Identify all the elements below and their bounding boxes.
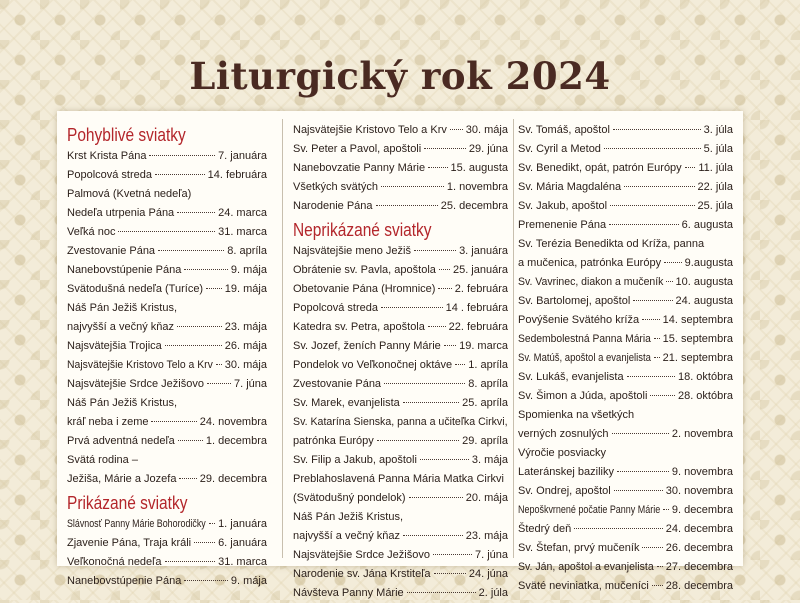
feast-row xyxy=(67,356,267,375)
feast-row xyxy=(67,318,267,337)
dot-leader xyxy=(209,523,215,524)
feast-name: Sv. Bartolomej, apoštol xyxy=(518,295,631,307)
dot-leader xyxy=(216,364,222,365)
feast-name: Svätodušná nedeľa (Turíce) xyxy=(67,283,204,295)
feast-date: 25. januára xyxy=(452,264,508,276)
dot-leader xyxy=(381,307,443,308)
feast-row xyxy=(518,254,733,273)
feast-row xyxy=(518,159,733,178)
dot-leader xyxy=(574,528,663,529)
feast-name: Zjavenie Pána, Traja králi xyxy=(67,537,192,549)
feast-name: Prvá adventná nedeľa xyxy=(67,435,175,447)
feast-row xyxy=(293,337,508,356)
feast-name: Svätá rodina – xyxy=(67,454,138,466)
feast-name: Krst Krista Pána xyxy=(67,150,147,162)
feast-date: 28. decembra xyxy=(665,580,733,592)
feast-name: (Svätodušný pondelok) xyxy=(293,492,406,504)
feast-name: Najsvätejšie Kristovo Telo a Krv xyxy=(67,359,213,371)
dot-leader xyxy=(207,383,231,384)
feast-name: Katedra sv. Petra, apoštola xyxy=(293,321,425,333)
feast-row xyxy=(293,508,508,527)
feast-name: Náš Pán Ježiš Kristus, xyxy=(293,511,404,523)
feast-date: 29. júna xyxy=(468,143,508,155)
feast-name: Palmová (Kvetná nedeľa) xyxy=(67,188,192,200)
dot-leader xyxy=(178,440,203,441)
feast-row xyxy=(67,261,267,280)
feast-name: Sväté neviniatka, mučeníci xyxy=(518,580,649,592)
column-1 xyxy=(67,121,267,591)
feast-date: 24. augusta xyxy=(675,295,733,307)
feast-name: Pondelok vo Veľkonočnej oktáve xyxy=(293,359,453,371)
feast-name: Sv. Štefan, prvý mučeník xyxy=(518,542,640,554)
feast-row xyxy=(518,558,733,577)
feast-row xyxy=(67,553,267,572)
feast-row xyxy=(293,140,508,159)
feast-name: Spomienka na všetkých xyxy=(518,409,635,421)
feast-date: 6. augusta xyxy=(681,219,733,231)
dot-leader xyxy=(420,459,469,460)
feast-row xyxy=(293,356,508,375)
feast-date: 14. februára xyxy=(207,169,267,181)
feast-row xyxy=(67,413,267,432)
feast-date: 20. mája xyxy=(465,492,508,504)
dot-leader xyxy=(407,592,476,593)
feast-date: 2. júla xyxy=(478,587,508,599)
feast-name: Štedrý deň xyxy=(518,523,572,535)
dot-leader xyxy=(151,421,196,422)
calendar-panel xyxy=(57,111,743,599)
feast-date: 23. mája xyxy=(465,530,508,542)
feast-date: 18. októbra xyxy=(677,371,733,383)
feast-date: 24. júna xyxy=(468,568,508,580)
feast-name: Popolcová streda xyxy=(293,302,378,314)
feast-row xyxy=(518,235,733,254)
feast-name: Slávnosť Panny Márie Bohorodičky xyxy=(67,518,206,530)
feast-name: Nanebovzatie Panny Márie xyxy=(293,162,426,174)
dot-leader xyxy=(652,585,663,586)
feast-date: 3. mája xyxy=(471,454,508,466)
feast-date: 2. februára xyxy=(454,283,508,295)
feast-row xyxy=(293,527,508,546)
feast-date: 30. novembra xyxy=(665,485,733,497)
feast-name: Najsvätejšia Trojica xyxy=(67,340,162,352)
feast-row xyxy=(67,299,267,318)
feast-date: 15. augusta xyxy=(450,162,508,174)
feast-row xyxy=(67,375,267,394)
feast-date: 26. mája xyxy=(224,340,267,352)
feast-date: 9. mája xyxy=(230,575,267,587)
feast-name: Náš Pán Ježiš Kristus, xyxy=(67,302,178,314)
feast-date: 10. augusta xyxy=(675,276,733,288)
feast-row xyxy=(67,534,267,553)
feast-name: Narodenie Pána xyxy=(293,200,373,212)
dot-leader xyxy=(194,542,215,543)
feast-row xyxy=(67,470,267,489)
dot-leader xyxy=(650,395,675,396)
dot-leader xyxy=(158,250,224,251)
feast-name: Sv. Ján, apoštol a evanjelista xyxy=(518,561,654,573)
feast-name: Preblahoslavená Panna Mária Matka Cirkvi xyxy=(293,473,504,485)
feast-date: 3. júla xyxy=(703,124,733,136)
feast-row xyxy=(518,140,733,159)
dot-leader xyxy=(177,326,222,327)
dot-leader xyxy=(613,129,701,130)
feast-date: 31. marca xyxy=(218,226,267,238)
column-3 xyxy=(518,121,733,596)
column-divider xyxy=(282,119,283,558)
feast-date: 8. apríla xyxy=(227,245,267,257)
feast-date: 9.augusta xyxy=(684,257,733,269)
feast-date: 7. júna xyxy=(233,378,267,390)
dot-leader xyxy=(614,490,663,491)
feast-row xyxy=(518,216,733,235)
dot-leader xyxy=(617,471,669,472)
feast-date: 1. decembra xyxy=(205,435,267,447)
feast-name: Nedeľa utrpenia Pána xyxy=(67,207,175,219)
feast-row xyxy=(67,572,267,591)
feast-date: 3. januára xyxy=(459,245,508,257)
feast-row xyxy=(518,311,733,330)
dot-leader xyxy=(444,345,456,346)
feast-name: Náš Pán Ježiš Kristus, xyxy=(67,397,178,409)
feast-name: Sv. Lukáš, evanjelista xyxy=(518,371,624,383)
feast-date: 25. decembra xyxy=(440,200,508,212)
dot-leader xyxy=(450,129,463,130)
dot-leader xyxy=(155,174,205,175)
feast-date: 9. novembra xyxy=(671,466,733,478)
dot-leader xyxy=(409,497,463,498)
feast-row xyxy=(293,375,508,394)
feast-date: 6. januára xyxy=(218,537,267,549)
feast-name: Najsvätejšie Srdce Ježišovo xyxy=(293,549,430,561)
feast-date: 11. júla xyxy=(698,162,733,174)
dot-leader xyxy=(633,300,672,301)
feast-name: Sv. Ondrej, apoštol xyxy=(518,485,611,497)
feast-row xyxy=(518,501,733,520)
dot-leader xyxy=(612,433,669,434)
section-heading: Pohyblivé sviatky xyxy=(67,125,186,145)
feast-name: Obrátenie sv. Pavla, apoštola xyxy=(293,264,436,276)
feast-name: Sv. Jakub, apoštol xyxy=(518,200,608,212)
feast-date: 24. marca xyxy=(218,207,267,219)
feast-date: 1. apríla xyxy=(468,359,508,371)
feast-row xyxy=(67,515,267,534)
feast-date: 27. decembra xyxy=(665,561,733,573)
feast-row xyxy=(293,394,508,413)
feast-row xyxy=(293,546,508,565)
feast-row xyxy=(518,292,733,311)
feast-name: Sv. Tomáš, apoštol xyxy=(518,124,610,136)
feast-row xyxy=(293,242,508,261)
page-title: Liturgický rok 2024 xyxy=(189,54,611,98)
feast-name: Najsvätejšie meno Ježiš xyxy=(293,245,411,257)
dot-leader xyxy=(609,224,679,225)
feast-name: Povýšenie Svätého kríža xyxy=(518,314,640,326)
feast-date: 29. decembra xyxy=(199,473,267,485)
dot-leader xyxy=(403,535,463,536)
feast-row xyxy=(293,451,508,470)
section-heading: Prikázané sviatky xyxy=(67,493,188,513)
feast-row xyxy=(518,577,733,596)
feast-row xyxy=(518,425,733,444)
feast-row xyxy=(293,261,508,280)
feast-date: 28. októbra xyxy=(677,390,733,402)
dot-leader xyxy=(376,205,438,206)
feast-row xyxy=(518,349,733,368)
feast-name: a mučenica, patrónka Európy xyxy=(518,257,662,269)
feast-row xyxy=(67,337,267,356)
feast-date: 9. decembra xyxy=(671,504,733,516)
dot-leader xyxy=(654,338,660,339)
dot-leader xyxy=(610,205,694,206)
feast-name: Lateránskej baziliky xyxy=(518,466,614,478)
dot-leader xyxy=(165,345,222,346)
feast-name: Zvestovanie Pána xyxy=(67,245,156,257)
feast-row xyxy=(293,432,508,451)
dot-leader xyxy=(149,155,215,156)
feast-name: Sv. Terézia Benedikta od Kríža, panna xyxy=(518,238,705,250)
feast-date: 21. septembra xyxy=(662,352,733,364)
feast-date: 5. júla xyxy=(703,143,733,155)
feast-name: Sv. Katarína Sienska, panna a učiteľka Cirkvi, xyxy=(293,416,508,428)
feast-row xyxy=(67,394,267,413)
dot-leader xyxy=(642,319,660,320)
feast-name: Výročie posviacky xyxy=(518,447,607,459)
feast-name: Sedembolestná Panna Mária xyxy=(518,333,651,345)
feast-date: 30. mája xyxy=(465,124,508,136)
feast-row xyxy=(293,280,508,299)
dot-leader xyxy=(118,231,215,232)
dot-leader xyxy=(414,250,456,251)
dot-leader xyxy=(627,376,675,377)
dot-leader xyxy=(381,186,444,187)
dot-leader xyxy=(165,561,216,562)
feast-date: 7. januára xyxy=(218,150,267,162)
dot-leader xyxy=(428,326,446,327)
dot-leader xyxy=(624,186,694,187)
dot-leader xyxy=(384,383,465,384)
feast-date: 29. apríla xyxy=(462,435,508,447)
feast-name: Nanebovstúpenie Pána xyxy=(67,575,182,587)
feast-row xyxy=(518,463,733,482)
feast-date: 25. apríla xyxy=(462,397,508,409)
feast-row xyxy=(518,121,733,140)
feast-name: Popolcová streda xyxy=(67,169,152,181)
dot-leader xyxy=(439,269,450,270)
dot-leader xyxy=(664,262,682,263)
feast-date: 19. marca xyxy=(459,340,508,352)
feast-name: verných zosnulých xyxy=(518,428,609,440)
dot-leader xyxy=(184,269,228,270)
column-divider xyxy=(513,119,514,558)
dot-leader xyxy=(377,440,459,441)
feast-row xyxy=(518,520,733,539)
feast-name: Nepoškvrnené počatie Panny Márie xyxy=(518,504,661,516)
feast-name: Sv. Marek, evanjelista xyxy=(293,397,400,409)
feast-date: 9. mája xyxy=(230,264,267,276)
feast-date: 31. marca xyxy=(218,556,267,568)
feast-name: Sv. Jozef, ženích Panny Márie xyxy=(293,340,441,352)
feast-name: kráľ neba i zeme xyxy=(67,416,149,428)
feast-row xyxy=(67,223,267,242)
feast-date: 1. januára xyxy=(218,518,267,530)
feast-row xyxy=(67,185,267,204)
feast-row xyxy=(293,197,508,216)
dot-leader xyxy=(604,148,701,149)
dot-leader xyxy=(428,167,447,168)
feast-row xyxy=(518,330,733,349)
feast-row xyxy=(293,318,508,337)
feast-row xyxy=(67,242,267,261)
feast-row xyxy=(67,147,267,166)
feast-row xyxy=(293,413,508,432)
feast-date: 23. mája xyxy=(224,321,267,333)
feast-name: patrónka Európy xyxy=(293,435,374,447)
feast-name: Narodenie sv. Jána Krstiteľa xyxy=(293,568,431,580)
dot-leader xyxy=(455,364,465,365)
feast-date: 1. novembra xyxy=(446,181,508,193)
dot-leader xyxy=(663,509,669,510)
feast-date: 14 . februára xyxy=(445,302,508,314)
feast-row xyxy=(518,273,733,292)
feast-date: 24. novembra xyxy=(199,416,267,428)
feast-name: Sv. Vavrinec, diakon a mučeník xyxy=(518,276,664,288)
feast-row xyxy=(518,368,733,387)
feast-row xyxy=(293,584,508,603)
feast-row xyxy=(518,387,733,406)
feast-row xyxy=(518,178,733,197)
feast-name: Obetovanie Pána (Hromnice) xyxy=(293,283,436,295)
feast-row xyxy=(67,166,267,185)
feast-row xyxy=(518,197,733,216)
dot-leader xyxy=(438,288,451,289)
dot-leader xyxy=(657,566,663,567)
feast-row xyxy=(293,178,508,197)
feast-row xyxy=(518,444,733,463)
feast-name: Veľkonočná nedeľa xyxy=(67,556,162,568)
feast-row xyxy=(293,489,508,508)
feast-row xyxy=(293,159,508,178)
feast-row xyxy=(293,565,508,584)
feast-row xyxy=(67,432,267,451)
feast-date: 14. septembra xyxy=(662,314,733,326)
dot-leader xyxy=(424,148,466,149)
dot-leader xyxy=(206,288,222,289)
feast-row xyxy=(67,204,267,223)
feast-name: Sv. Benedikt, opát, patrón Európy xyxy=(518,162,682,174)
feast-name: Nanebovstúpenie Pána xyxy=(67,264,182,276)
feast-name: Zvestovanie Pána xyxy=(293,378,382,390)
feast-date: 26. decembra xyxy=(665,542,733,554)
feast-row xyxy=(293,121,508,140)
feast-date: 8. apríla xyxy=(468,378,508,390)
dot-leader xyxy=(403,402,459,403)
feast-name: Veľká noc xyxy=(67,226,116,238)
section-heading: Neprikázané sviatky xyxy=(293,220,432,240)
feast-name: Návšteva Panny Márie xyxy=(293,587,404,599)
dot-leader xyxy=(654,357,660,358)
feast-name: Sv. Peter a Pavol, apoštoli xyxy=(293,143,422,155)
dot-leader xyxy=(666,281,672,282)
feast-date: 24. decembra xyxy=(665,523,733,535)
feast-name: Sv. Matúš, apoštol a evanjelista xyxy=(518,352,651,364)
feast-date: 7. júna xyxy=(474,549,508,561)
dot-leader xyxy=(433,554,472,555)
feast-name: Sv. Filip a Jakub, apoštoli xyxy=(293,454,417,466)
feast-name: najvyšší a večný kňaz xyxy=(67,321,174,333)
feast-row xyxy=(67,280,267,299)
dot-leader xyxy=(177,212,215,213)
column-2 xyxy=(293,121,508,603)
feast-row xyxy=(518,482,733,501)
feast-date: 19. mája xyxy=(224,283,267,295)
dot-leader xyxy=(184,580,228,581)
feast-name: najvyšší a večný kňaz xyxy=(293,530,400,542)
dot-leader xyxy=(642,547,662,548)
feast-row xyxy=(518,539,733,558)
dot-leader xyxy=(179,478,196,479)
feast-row xyxy=(518,406,733,425)
feast-name: Ježiša, Márie a Jozefa xyxy=(67,473,177,485)
feast-name: Najsvätejšie Srdce Ježišovo xyxy=(67,378,204,390)
feast-name: Sv. Cyril a Metod xyxy=(518,143,601,155)
feast-date: 15. septembra xyxy=(662,333,733,345)
dot-leader xyxy=(685,167,696,168)
feast-name: Všetkých svätých xyxy=(293,181,378,193)
feast-row xyxy=(293,470,508,489)
feast-date: 22. februára xyxy=(448,321,508,333)
feast-name: Sv. Mária Magdaléna xyxy=(518,181,622,193)
feast-name: Premenenie Pána xyxy=(518,219,607,231)
feast-row xyxy=(293,299,508,318)
feast-date: 22. júla xyxy=(697,181,733,193)
feast-name: Sv. Šimon a Júda, apoštoli xyxy=(518,390,648,402)
feast-date: 2. novembra xyxy=(671,428,733,440)
feast-date: 25. júla xyxy=(697,200,733,212)
feast-row xyxy=(67,451,267,470)
feast-date: 30. mája xyxy=(224,359,267,371)
feast-name: Najsvätejšie Kristovo Telo a Krv xyxy=(293,124,447,136)
dot-leader xyxy=(434,573,466,574)
